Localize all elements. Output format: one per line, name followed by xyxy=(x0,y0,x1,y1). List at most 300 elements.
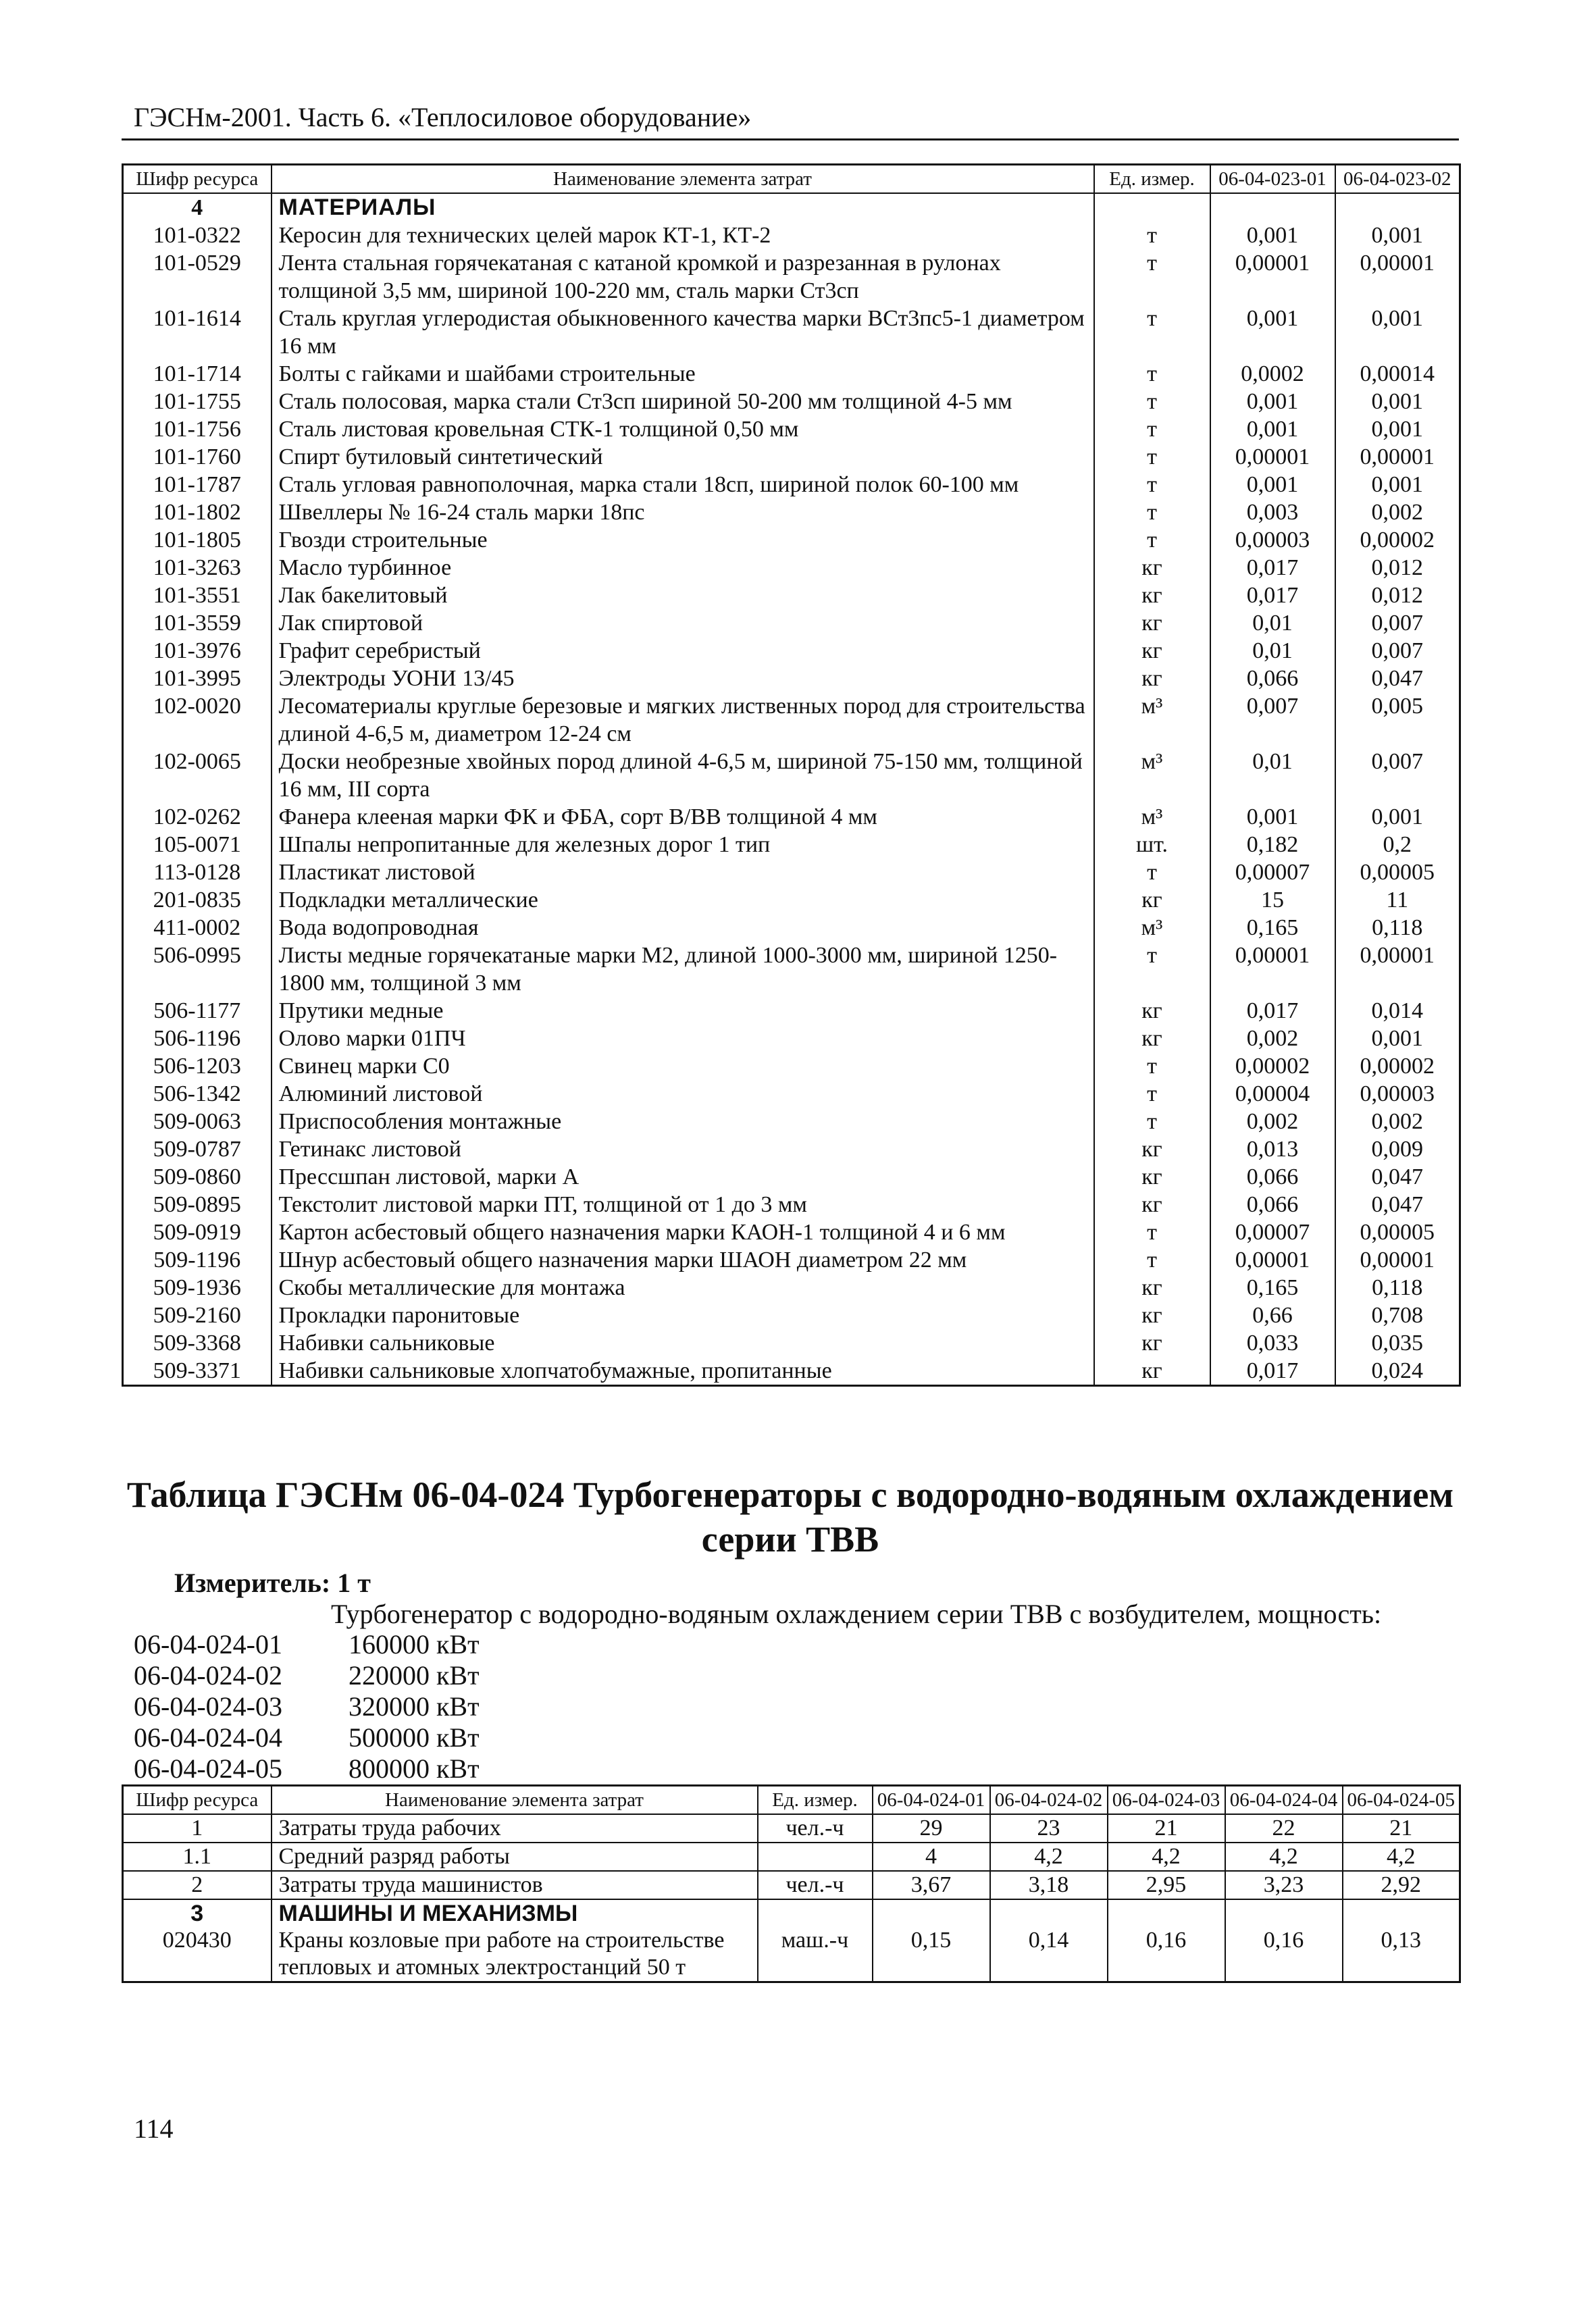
unit: т xyxy=(1094,305,1210,360)
table-header-row xyxy=(123,1786,1460,1815)
resource-code: 101-0529 xyxy=(123,249,272,305)
value-024-05: 2,92 xyxy=(1343,1871,1460,1899)
resource-code: 101-3559 xyxy=(123,609,272,637)
value-023-02: 0,001 xyxy=(1335,415,1460,443)
table-row xyxy=(123,360,1460,388)
value-023-01: 0,001 xyxy=(1210,305,1335,360)
resource-code: 509-1196 xyxy=(123,1246,272,1274)
resource-name: Подкладки металлические xyxy=(272,886,1094,914)
column-header: 06-04-023-01 xyxy=(1210,165,1335,194)
value-023-01: 0,001 xyxy=(1210,415,1335,443)
table-row xyxy=(123,388,1460,415)
unit: т xyxy=(1094,526,1210,554)
value-023-01: 0,165 xyxy=(1210,914,1335,942)
value-023-01: 0,017 xyxy=(1210,997,1335,1025)
resource-code: 101-3551 xyxy=(123,582,272,609)
value-023-01: 0,001 xyxy=(1210,803,1335,831)
value-023-01: 0,017 xyxy=(1210,1357,1335,1386)
resource-code: 102-0065 xyxy=(123,748,272,803)
table-row xyxy=(123,305,1460,360)
resource-name: Набивки сальниковые хлопчатобумажные, пропитанные xyxy=(272,1357,1094,1386)
resource-code: 509-1936 xyxy=(123,1274,272,1302)
value-024-03: 2,95 xyxy=(1108,1871,1225,1899)
table-row xyxy=(123,1357,1460,1386)
table-description: Турбогенератор с водородно-водяным охлаждением серии ТВВ с возбудителем, мощность: xyxy=(331,1599,1382,1629)
unit: т xyxy=(1094,1218,1210,1246)
meter-line xyxy=(174,1567,371,1599)
value-023-02: 0,024 xyxy=(1335,1357,1460,1386)
value-023-02: 0,2 xyxy=(1335,831,1460,858)
table-row xyxy=(123,222,1460,249)
value-023-01: 0,033 xyxy=(1210,1329,1335,1357)
value-023-01: 0,00007 xyxy=(1210,1218,1335,1246)
value-023-02: 0,00001 xyxy=(1335,1246,1460,1274)
value-024-04: 0,16 xyxy=(1225,1927,1343,1982)
value-023-01: 0,165 xyxy=(1210,1274,1335,1302)
value-023-02: 0,009 xyxy=(1335,1135,1460,1163)
table-row xyxy=(123,1302,1460,1329)
value-023-01: 0,001 xyxy=(1210,388,1335,415)
value-024-02: 23 xyxy=(990,1814,1108,1843)
resource-code: 102-0020 xyxy=(123,692,272,748)
resource-name: Лента стальная горячекатаная с катаной кромкой и разрезанная в рулонах толщиной 3,5 мм, шириной 100-220 мм, сталь марки Ст3сп xyxy=(272,249,1094,305)
resource-code: 1.1 xyxy=(123,1843,272,1871)
value-023-01: 0,00007 xyxy=(1210,858,1335,886)
unit: кг xyxy=(1094,1135,1210,1163)
value-023-02: 0,007 xyxy=(1335,748,1460,803)
section-row xyxy=(123,193,1460,222)
resource-code: 3 xyxy=(123,1899,272,1927)
unit: т xyxy=(1094,360,1210,388)
unit: т xyxy=(1094,415,1210,443)
resource-name: Электроды УОНИ 13/45 xyxy=(272,665,1094,692)
value-023-02: 0,001 xyxy=(1335,1025,1460,1052)
resource-code: 020430 xyxy=(123,1927,272,1982)
value-024-02: 4,2 xyxy=(990,1843,1108,1871)
resource-name: Прокладки паронитовые xyxy=(272,1302,1094,1329)
unit: м³ xyxy=(1094,914,1210,942)
table-row xyxy=(123,554,1460,582)
resource-name: Сталь угловая равнополочная, марка стали 18сп, шириной полок 60-100 мм xyxy=(272,471,1094,498)
resource-name: Шнур асбестовый общего назначения марки ШАОН диаметром 22 мм xyxy=(272,1246,1094,1274)
resource-code: 101-1802 xyxy=(123,498,272,526)
resource-name: Средний разряд работы xyxy=(272,1843,758,1871)
resource-code: 101-3995 xyxy=(123,665,272,692)
value-024-03: 4,2 xyxy=(1108,1843,1225,1871)
value-024-04 xyxy=(1225,1899,1343,1927)
value-023-01: 0,003 xyxy=(1210,498,1335,526)
table-row xyxy=(123,1274,1460,1302)
value-023-02: 0,00001 xyxy=(1335,942,1460,997)
resource-name: Прессшпан листовой, марки А xyxy=(272,1163,1094,1191)
resource-name: Текстолит листовой марки ПТ, толщиной от 1 до 3 мм xyxy=(272,1191,1094,1218)
column-header: 06-04-024-04 xyxy=(1225,1786,1343,1815)
unit: кг xyxy=(1094,637,1210,665)
table-row xyxy=(123,1080,1460,1108)
value-023-01: 0,066 xyxy=(1210,1163,1335,1191)
table-row xyxy=(123,582,1460,609)
table-row xyxy=(123,1135,1460,1163)
column-header: Наименование элемента затрат xyxy=(272,165,1094,194)
resource-name: Лак спиртовой xyxy=(272,609,1094,637)
unit xyxy=(758,1899,873,1927)
value-024-02: 0,14 xyxy=(990,1927,1108,1982)
variant-code: 06-04-024-03 xyxy=(134,1691,282,1722)
variant-row xyxy=(134,1691,480,1722)
unit: т xyxy=(1094,443,1210,471)
table-row xyxy=(123,1329,1460,1357)
resource-name: Картон асбестовый общего назначения марки КАОН-1 толщиной 4 и 6 мм xyxy=(272,1218,1094,1246)
resource-code: 101-1805 xyxy=(123,526,272,554)
column-header: 06-04-024-03 xyxy=(1108,1786,1225,1815)
resource-code: 113-0128 xyxy=(123,858,272,886)
table-row xyxy=(123,748,1460,803)
value-023-01: 0,007 xyxy=(1210,692,1335,748)
variant-code: 06-04-024-05 xyxy=(134,1753,282,1784)
unit: кг xyxy=(1094,582,1210,609)
value-024-02: 3,18 xyxy=(990,1871,1108,1899)
value-023-02: 0,047 xyxy=(1335,665,1460,692)
resource-name: Набивки сальниковые xyxy=(272,1329,1094,1357)
value-023-02: 11 xyxy=(1335,886,1460,914)
value-023-02: 0,014 xyxy=(1335,997,1460,1025)
table-row xyxy=(123,831,1460,858)
resource-name: Затраты труда рабочих xyxy=(272,1814,758,1843)
resource-code: 509-0860 xyxy=(123,1163,272,1191)
value-023-01: 0,00001 xyxy=(1210,1246,1335,1274)
table-row xyxy=(123,415,1460,443)
value-023-02: 0,00005 xyxy=(1335,1218,1460,1246)
value-023-01: 0,01 xyxy=(1210,748,1335,803)
value-024-01: 0,15 xyxy=(873,1927,990,1982)
resource-code: 506-1203 xyxy=(123,1052,272,1080)
variant-code: 06-04-024-02 xyxy=(134,1660,282,1691)
resource-name: МАШИНЫ И МЕХАНИЗМЫ xyxy=(272,1899,758,1927)
value-023-02: 0,118 xyxy=(1335,1274,1460,1302)
value-023-02: 0,035 xyxy=(1335,1329,1460,1357)
value-023-02: 0,00001 xyxy=(1335,249,1460,305)
resource-code: 101-1614 xyxy=(123,305,272,360)
resource-name: Лесоматериалы круглые березовые и мягких лиственных пород для строительства длиной 4-6,5 м, диаметром 12-24 см xyxy=(272,692,1094,748)
resource-name: Доски необрезные хвойных пород длиной 4-6,5 м, шириной 75-150 мм, толщиной 16 мм, III сорта xyxy=(272,748,1094,803)
unit: кг xyxy=(1094,554,1210,582)
unit: т xyxy=(1094,858,1210,886)
value-023-02: 0,047 xyxy=(1335,1163,1460,1191)
resource-code: 509-0919 xyxy=(123,1218,272,1246)
value-023-02: 0,001 xyxy=(1335,471,1460,498)
unit: м³ xyxy=(1094,748,1210,803)
value-023-02: 0,001 xyxy=(1335,388,1460,415)
value-023-02: 0,00002 xyxy=(1335,526,1460,554)
resource-name: Олово марки 01ПЧ xyxy=(272,1025,1094,1052)
value-024-04: 3,23 xyxy=(1225,1871,1343,1899)
value-023-01: 15 xyxy=(1210,886,1335,914)
table-row xyxy=(123,1108,1460,1135)
value-024-01 xyxy=(873,1899,990,1927)
unit: кг xyxy=(1094,1163,1210,1191)
unit: маш.-ч xyxy=(758,1927,873,1982)
column-header: Шифр ресурса xyxy=(123,1786,272,1815)
unit: м³ xyxy=(1094,692,1210,748)
resource-code: 509-0063 xyxy=(123,1108,272,1135)
resource-name: Сталь круглая углеродистая обыкновенного качества марки ВСт3пс5-1 диаметром 16 мм xyxy=(272,305,1094,360)
table-row xyxy=(123,1163,1460,1191)
column-header: Ед. измер. xyxy=(1094,165,1210,194)
unit: шт. xyxy=(1094,831,1210,858)
value-023-01: 0,0002 xyxy=(1210,360,1335,388)
value-023-02: 0,00001 xyxy=(1335,443,1460,471)
unit: чел.-ч xyxy=(758,1814,873,1843)
resource-code: 105-0071 xyxy=(123,831,272,858)
resource-code: 101-0322 xyxy=(123,222,272,249)
resource-code: 101-1714 xyxy=(123,360,272,388)
resource-code: 201-0835 xyxy=(123,886,272,914)
resource-code: 506-1196 xyxy=(123,1025,272,1052)
resource-name: Сталь листовая кровельная СТК-1 толщиной 0,50 мм xyxy=(272,415,1094,443)
column-header: Шифр ресурса xyxy=(123,165,272,194)
materials-table xyxy=(122,163,1461,1387)
unit: кг xyxy=(1094,1357,1210,1386)
table-row xyxy=(123,997,1460,1025)
unit: кг xyxy=(1094,886,1210,914)
value-024-05 xyxy=(1343,1899,1460,1927)
column-header: Наименование элемента затрат xyxy=(272,1786,758,1815)
resource-name: Швеллеры № 16-24 сталь марки 18пс xyxy=(272,498,1094,526)
table-row xyxy=(123,609,1460,637)
value-024-03: 0,16 xyxy=(1108,1927,1225,1982)
unit: кг xyxy=(1094,1329,1210,1357)
value-023-01: 0,066 xyxy=(1210,1191,1335,1218)
value-023-02: 0,007 xyxy=(1335,609,1460,637)
resource-name: Лак бакелитовый xyxy=(272,582,1094,609)
value-023-02: 0,00002 xyxy=(1335,1052,1460,1080)
variant-code: 06-04-024-01 xyxy=(134,1629,282,1660)
variant-power: 160000 кВт xyxy=(349,1629,480,1660)
resource-code: 509-0787 xyxy=(123,1135,272,1163)
resource-code: 2 xyxy=(123,1871,272,1899)
table-row xyxy=(123,1246,1460,1274)
resource-name: Сталь полосовая, марка стали Ст3сп шириной 50-200 мм толщиной 4-5 мм xyxy=(272,388,1094,415)
unit: кг xyxy=(1094,609,1210,637)
value-023-01: 0,017 xyxy=(1210,554,1335,582)
value-023-01: 0,066 xyxy=(1210,665,1335,692)
value-023-01: 0,00004 xyxy=(1210,1080,1335,1108)
unit: кг xyxy=(1094,665,1210,692)
table-row xyxy=(123,1191,1460,1218)
value-023-02: 0,118 xyxy=(1335,914,1460,942)
variant-row xyxy=(134,1660,480,1691)
page-number: 114 xyxy=(134,2113,174,2144)
resource-name: Свинец марки С0 xyxy=(272,1052,1094,1080)
table-row xyxy=(123,1843,1460,1871)
value-023-01: 0,182 xyxy=(1210,831,1335,858)
column-header: 06-04-023-02 xyxy=(1335,165,1460,194)
table-header-row xyxy=(123,165,1460,194)
unit: т xyxy=(1094,498,1210,526)
variant-power: 320000 кВт xyxy=(349,1691,480,1722)
table-row xyxy=(123,498,1460,526)
resource-code: 101-3263 xyxy=(123,554,272,582)
unit: кг xyxy=(1094,1274,1210,1302)
resource-name: Керосин для технических целей марок КТ-1, КТ-2 xyxy=(272,222,1094,249)
table-row xyxy=(123,249,1460,305)
section-name: МАТЕРИАЛЫ xyxy=(272,193,1094,222)
resource-code: 506-0995 xyxy=(123,942,272,997)
resource-code: 509-2160 xyxy=(123,1302,272,1329)
value-023-01: 0,00001 xyxy=(1210,942,1335,997)
variant-row xyxy=(134,1753,480,1784)
header-rule xyxy=(122,138,1459,140)
resource-name: Алюминий листовой xyxy=(272,1080,1094,1108)
variant-power: 800000 кВт xyxy=(349,1753,480,1784)
resource-name: Затраты труда машинистов xyxy=(272,1871,758,1899)
value-023-02: 0,002 xyxy=(1335,498,1460,526)
value-023-02: 0,001 xyxy=(1335,222,1460,249)
unit: чел.-ч xyxy=(758,1871,873,1899)
table-row xyxy=(123,1052,1460,1080)
value-024-04: 4,2 xyxy=(1225,1843,1343,1871)
value-023-01: 0,01 xyxy=(1210,609,1335,637)
value-023-01: 0,002 xyxy=(1210,1025,1335,1052)
unit: кг xyxy=(1094,1025,1210,1052)
unit: кг xyxy=(1094,997,1210,1025)
column-header: 06-04-024-02 xyxy=(990,1786,1108,1815)
resource-name: Болты с гайками и шайбами строительные xyxy=(272,360,1094,388)
resource-name: Гвозди строительные xyxy=(272,526,1094,554)
resource-name: Масло турбинное xyxy=(272,554,1094,582)
variant-row xyxy=(134,1629,480,1660)
variant-code: 06-04-024-04 xyxy=(134,1722,282,1753)
value-023-02: 0,005 xyxy=(1335,692,1460,748)
value-024-01: 29 xyxy=(873,1814,990,1843)
variant-row xyxy=(134,1722,480,1753)
unit: т xyxy=(1094,471,1210,498)
resource-code: 101-3976 xyxy=(123,637,272,665)
resource-name: Фанера клееная марки ФК и ФБА, сорт В/ВВ толщиной 4 мм xyxy=(272,803,1094,831)
resource-code: 509-3371 xyxy=(123,1357,272,1386)
table-row xyxy=(123,803,1460,831)
table-row xyxy=(123,886,1460,914)
resource-code: 101-1756 xyxy=(123,415,272,443)
table-row xyxy=(123,1814,1460,1843)
value-023-01: 0,001 xyxy=(1210,222,1335,249)
value-023-02: 0,001 xyxy=(1335,803,1460,831)
value-023-01: 0,00003 xyxy=(1210,526,1335,554)
value-024-01: 4 xyxy=(873,1843,990,1871)
table-row xyxy=(123,665,1460,692)
resource-code: 506-1177 xyxy=(123,997,272,1025)
resource-name: Прутики медные xyxy=(272,997,1094,1025)
table-row xyxy=(123,914,1460,942)
unit: т xyxy=(1094,1246,1210,1274)
table-row xyxy=(123,942,1460,997)
value-024-05: 4,2 xyxy=(1343,1843,1460,1871)
value-023-02: 0,012 xyxy=(1335,554,1460,582)
resource-code: 509-0895 xyxy=(123,1191,272,1218)
meter-label: Измеритель: xyxy=(174,1568,331,1598)
value-023-02: 0,708 xyxy=(1335,1302,1460,1329)
value-024-04: 22 xyxy=(1225,1814,1343,1843)
unit: т xyxy=(1094,249,1210,305)
value-023-02: 0,001 xyxy=(1335,305,1460,360)
value-024-05: 21 xyxy=(1343,1814,1460,1843)
resource-name: Пластикат листовой xyxy=(272,858,1094,886)
value-023-01: 0,66 xyxy=(1210,1302,1335,1329)
column-header: 06-04-024-05 xyxy=(1343,1786,1460,1815)
labor-machines-table xyxy=(122,1784,1461,1983)
resource-code: 1 xyxy=(123,1814,272,1843)
resource-name: Приспособления монтажные xyxy=(272,1108,1094,1135)
value-024-01: 3,67 xyxy=(873,1871,990,1899)
unit: т xyxy=(1094,1080,1210,1108)
unit: кг xyxy=(1094,1191,1210,1218)
table-row xyxy=(123,1899,1460,1927)
table-row xyxy=(123,526,1460,554)
value-023-02: 0,002 xyxy=(1335,1108,1460,1135)
unit: т xyxy=(1094,222,1210,249)
value-023-01: 0,01 xyxy=(1210,637,1335,665)
resource-name: Скобы металлические для монтажа xyxy=(272,1274,1094,1302)
value-024-02 xyxy=(990,1899,1108,1927)
value-023-01: 0,00001 xyxy=(1210,443,1335,471)
value-023-01: 0,00001 xyxy=(1210,249,1335,305)
variant-power: 220000 кВт xyxy=(349,1660,480,1691)
resource-code: 101-1787 xyxy=(123,471,272,498)
variant-power: 500000 кВт xyxy=(349,1722,480,1753)
unit: т xyxy=(1094,1108,1210,1135)
value-024-03 xyxy=(1108,1899,1225,1927)
running-header: ГЭСНм-2001. Часть 6. «Теплосиловое оборудование» xyxy=(134,102,752,132)
resource-code: 101-1755 xyxy=(123,388,272,415)
value-023-02: 0,00003 xyxy=(1335,1080,1460,1108)
value-023-02: 0,007 xyxy=(1335,637,1460,665)
value-024-03: 21 xyxy=(1108,1814,1225,1843)
unit: т xyxy=(1094,942,1210,997)
resource-code: 509-3368 xyxy=(123,1329,272,1357)
variant-list xyxy=(134,1629,480,1784)
table-title: Таблица ГЭСНм 06-04-024 Турбогенераторы с водородно-водяным охлаждением серии ТВВ xyxy=(126,1474,1454,1560)
resource-name: Спирт бутиловый синтетический xyxy=(272,443,1094,471)
value-023-02: 0,012 xyxy=(1335,582,1460,609)
value-023-01: 0,013 xyxy=(1210,1135,1335,1163)
table-row xyxy=(123,1927,1460,1982)
table-row xyxy=(123,1025,1460,1052)
resource-code: 102-0262 xyxy=(123,803,272,831)
column-header: Ед. измер. xyxy=(758,1786,873,1815)
resource-name: Вода водопроводная xyxy=(272,914,1094,942)
resource-code: 506-1342 xyxy=(123,1080,272,1108)
table-row xyxy=(123,443,1460,471)
unit: м³ xyxy=(1094,803,1210,831)
value-023-01: 0,017 xyxy=(1210,582,1335,609)
value-023-02: 0,00014 xyxy=(1335,360,1460,388)
value-024-05: 0,13 xyxy=(1343,1927,1460,1982)
resource-name: Шпалы непропитанные для железных дорог 1 тип xyxy=(272,831,1094,858)
unit: кг xyxy=(1094,1302,1210,1329)
resource-name: Листы медные горячекатаные марки М2, длиной 1000-3000 мм, шириной 1250-1800 мм, толщиной 3 мм xyxy=(272,942,1094,997)
value-023-02: 0,00005 xyxy=(1335,858,1460,886)
unit: т xyxy=(1094,1052,1210,1080)
resource-code: 101-1760 xyxy=(123,443,272,471)
value-023-01: 0,001 xyxy=(1210,471,1335,498)
resource-code: 411-0002 xyxy=(123,914,272,942)
table-row xyxy=(123,858,1460,886)
unit xyxy=(758,1843,873,1871)
table-row xyxy=(123,471,1460,498)
table-row xyxy=(123,1218,1460,1246)
table-row xyxy=(123,637,1460,665)
table-row xyxy=(123,692,1460,748)
